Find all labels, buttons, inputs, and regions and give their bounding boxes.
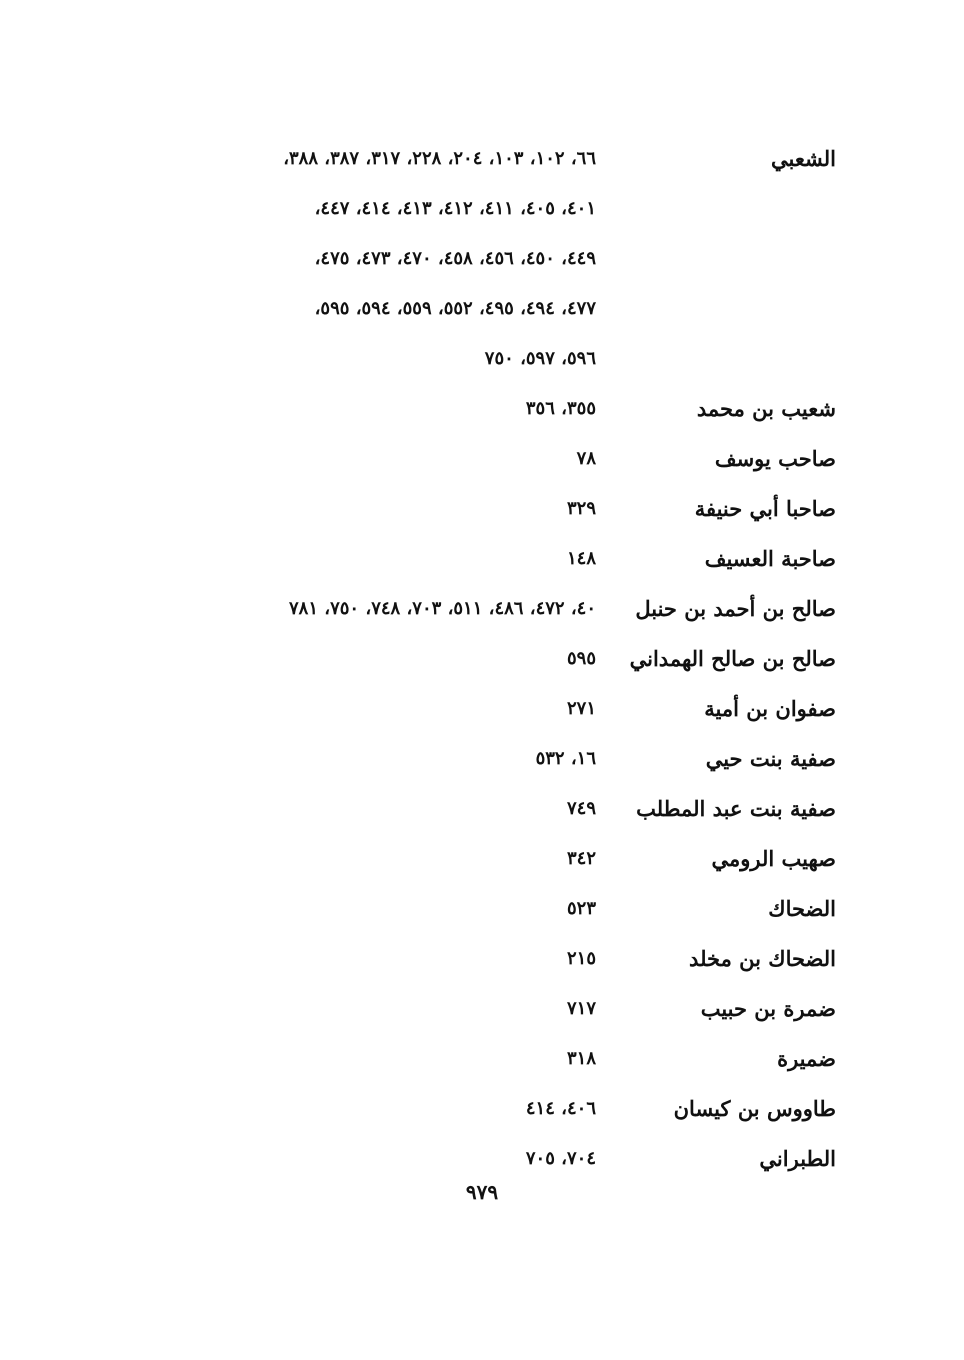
index-entry xyxy=(140,833,836,883)
entry-pages: ٣٢٩ xyxy=(566,497,596,519)
entry-pages: ٣٥٥، ٣٥٦ xyxy=(525,397,596,419)
entry-name: الضحاك بن مخلد xyxy=(689,945,836,971)
entry-name: الطبراني xyxy=(759,1145,836,1171)
entry-name: صاحبة العسيف xyxy=(704,545,836,571)
entry-name: صهيب الرومي xyxy=(711,845,836,871)
name-index xyxy=(140,133,836,1183)
entry-pages: ٧١٧ xyxy=(566,997,596,1019)
index-entry xyxy=(140,533,836,583)
index-entry xyxy=(140,483,836,533)
entry-pages: ٧٠٤، ٧٠٥ xyxy=(525,1147,596,1169)
index-entry xyxy=(140,783,836,833)
entry-pages: ٤٠، ٤٧٢، ٤٨٦، ٥١١، ٧٠٣، ٧٤٨، ٧٥٠، ٧٨١ xyxy=(289,597,596,619)
entry-name: طاووس بن كيسان xyxy=(673,1095,836,1121)
index-entry xyxy=(140,883,836,933)
index-entry xyxy=(140,1133,836,1183)
entry-pages-continued: ٤٤٩، ٤٥٠، ٤٥٦، ٤٥٨، ٤٧٠، ٤٧٣، ٤٧٥، xyxy=(314,247,596,269)
entry-pages: ١٤٨ xyxy=(566,547,596,569)
entry-pages: ٧٨ xyxy=(576,447,596,469)
entry-name: صالح بن أحمد بن حنبل xyxy=(635,595,836,621)
entry-pages: ٥٢٣ xyxy=(566,897,596,919)
entry-name: صفية بنت عبد المطلب xyxy=(636,795,836,821)
entry-pages: ٦٦، ١٠٢، ١٠٣، ٢٠٤، ٢٢٨، ٣١٧، ٣٨٧، ٣٨٨، xyxy=(283,147,596,169)
entry-pages: ٤٠٦، ٤١٤ xyxy=(525,1097,596,1119)
entry-pages: ٢١٥ xyxy=(566,947,596,969)
entry-pages: ٣١٨ xyxy=(566,1047,596,1069)
index-entry xyxy=(140,933,836,983)
index-entry xyxy=(140,733,836,783)
entry-name: شعيب بن محمد xyxy=(696,395,836,421)
entry-pages: ٢٧١ xyxy=(566,697,596,719)
entry-pages: ٣٤٢ xyxy=(566,847,596,869)
entry-pages: ٥٩٥ xyxy=(566,647,596,669)
entry-name: صاحبا أبي حنيفة xyxy=(694,495,836,521)
entry-name: صفوان بن أمية xyxy=(704,695,836,721)
index-entry xyxy=(140,1083,836,1133)
entry-pages: ١٦، ٥٣٢ xyxy=(535,747,596,769)
entry-name: الضحاك xyxy=(768,895,836,921)
page-number: ٩٧٩ xyxy=(465,1180,499,1204)
index-entry xyxy=(140,383,836,433)
index-entry xyxy=(140,683,836,733)
entry-name: صفية بنت حيي xyxy=(705,745,836,771)
index-entry xyxy=(140,133,836,383)
entry-pages-continued: ٤٠١، ٤٠٥، ٤١١، ٤١٢، ٤١٣، ٤١٤، ٤٤٧، xyxy=(314,197,596,219)
entry-name: صالح بن صالح الهمداني xyxy=(629,645,836,671)
index-entry xyxy=(140,583,836,633)
index-entry xyxy=(140,633,836,683)
entry-name: صاحب يوسف xyxy=(714,445,836,471)
entry-pages-continued: ٥٩٦، ٥٩٧، ٧٥٠ xyxy=(484,347,596,369)
entry-pages: ٧٤٩ xyxy=(566,797,596,819)
entry-name: ضميرة xyxy=(777,1045,836,1071)
index-entry xyxy=(140,983,836,1033)
entry-name: الشعبي xyxy=(771,145,836,171)
entry-pages-continued: ٤٧٧، ٤٩٤، ٤٩٥، ٥٥٢، ٥٥٩، ٥٩٤، ٥٩٥، xyxy=(314,297,596,319)
index-entry xyxy=(140,433,836,483)
entry-name: ضمرة بن حبيب xyxy=(700,995,836,1021)
index-entry xyxy=(140,1033,836,1083)
